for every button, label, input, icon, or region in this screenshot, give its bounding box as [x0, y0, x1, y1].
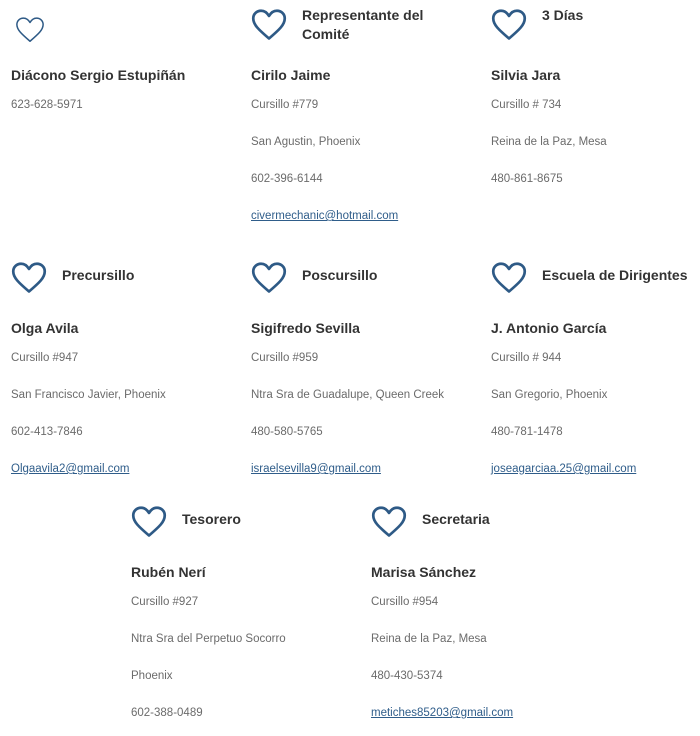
heart-icon — [15, 16, 45, 44]
contact-phone: 602-396-6144 — [251, 173, 323, 185]
contact-name: Olga Avila — [11, 320, 79, 336]
contact-parish: Ntra Sra de Guadalupe, Queen Creek — [251, 389, 445, 401]
contact-phone: 480-861-8675 — [491, 173, 563, 185]
contact-cursillo: Cursillo # 944 — [491, 352, 562, 364]
card-header — [11, 8, 241, 58]
role-title: Tesorero — [182, 511, 241, 527]
role-title: Precursillo — [62, 267, 135, 283]
contact-email-link[interactable]: civermechanic@hotmail.com — [251, 210, 399, 222]
contact-city: Phoenix — [131, 670, 173, 682]
contact-name: Rubén Nerí — [131, 564, 206, 580]
contact-phone: 480-580-5765 — [251, 426, 323, 438]
contact-parish: Reina de la Paz, Mesa — [371, 633, 487, 645]
card-header — [251, 6, 481, 56]
role-title: 3 Días — [542, 7, 584, 23]
contact-email-link[interactable]: joseagarciaa.25@gmail.com — [491, 463, 637, 475]
card-header — [491, 259, 700, 309]
contact-cursillo: Cursillo #779 — [251, 99, 319, 111]
contact-phone: 480-781-1478 — [491, 426, 563, 438]
contact-name: Silvia Jara — [491, 67, 561, 83]
role-title: Secretaria — [422, 511, 490, 527]
contact-cursillo: Cursillo #954 — [371, 596, 439, 608]
card-header — [11, 259, 241, 309]
role-title: Representante del Comité — [302, 7, 424, 42]
card-header — [131, 503, 361, 553]
heart-icon — [131, 505, 167, 539]
contact-parish: Ntra Sra del Perpetuo Socorro — [131, 633, 286, 645]
contact-cursillo: Cursillo #947 — [11, 352, 79, 364]
card-header — [251, 259, 481, 309]
contact-phone: 602-413-7846 — [11, 426, 83, 438]
card-header — [491, 6, 700, 56]
contact-parish: Reina de la Paz, Mesa — [491, 136, 607, 148]
contact-email-link[interactable]: metiches85203@gmail.com — [371, 707, 514, 719]
contact-parish: San Francisco Javier, Phoenix — [11, 389, 166, 401]
role-title: Escuela de Dirigentes — [542, 267, 688, 283]
heart-icon — [491, 8, 527, 42]
contact-cursillo: Cursillo #927 — [131, 596, 199, 608]
contact-phone: 602-388-0489 — [131, 707, 203, 719]
contact-phone: 480-430-5374 — [371, 670, 443, 682]
contact-email-link[interactable]: israelsevilla9@gmail.com — [251, 463, 381, 475]
heart-icon — [491, 261, 527, 295]
heart-icon — [371, 505, 407, 539]
contact-name: Marisa Sánchez — [371, 564, 477, 580]
contact-name: Diácono Sergio Estupiñán — [11, 67, 186, 83]
contact-name: Sigifredo Sevilla — [251, 320, 360, 336]
contact-cursillo: Cursillo # 734 — [491, 99, 562, 111]
heart-icon — [251, 8, 287, 42]
heart-icon — [11, 261, 47, 295]
contact-name: J. Antonio García — [491, 320, 607, 336]
heart-icon — [251, 261, 287, 295]
contact-cursillo: Cursillo #959 — [251, 352, 319, 364]
contact-phone: 623-628-5971 — [11, 99, 83, 111]
contact-name: Cirilo Jaime — [251, 67, 331, 83]
card-header — [371, 503, 601, 553]
role-title: Poscursillo — [302, 267, 378, 283]
contact-email-link[interactable]: Olgaavila2@gmail.com — [11, 463, 130, 475]
contact-parish: San Agustin, Phoenix — [251, 136, 361, 148]
contact-parish: San Gregorio, Phoenix — [491, 389, 608, 401]
